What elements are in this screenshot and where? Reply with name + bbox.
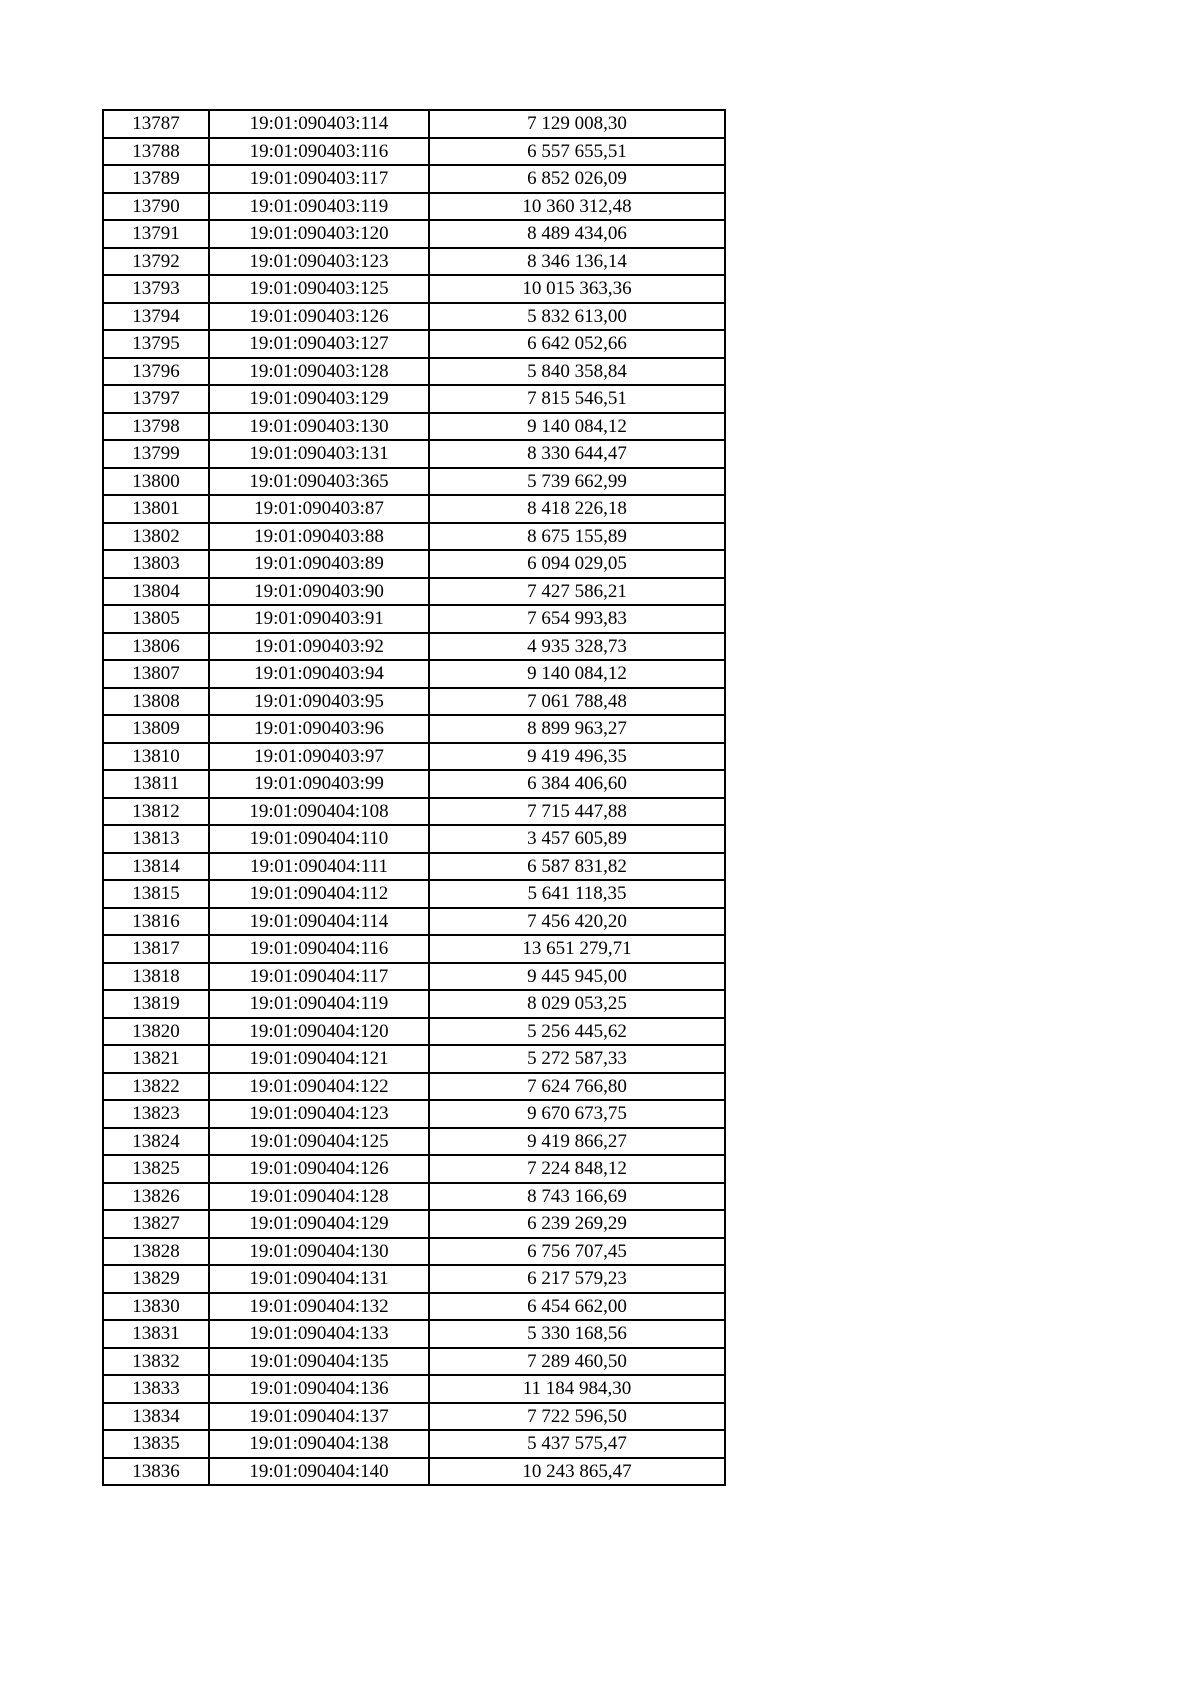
cadastral-number-cell: 19:01:090403:94 bbox=[209, 660, 429, 688]
cadastral-number-cell: 19:01:090404:121 bbox=[209, 1045, 429, 1073]
row-number-cell: 13806 bbox=[103, 633, 209, 661]
cadastral-value-cell: 5 330 168,56 bbox=[429, 1320, 725, 1348]
row-number-cell: 13812 bbox=[103, 798, 209, 826]
cadastral-value-cell: 10 360 312,48 bbox=[429, 193, 725, 221]
row-number-cell: 13820 bbox=[103, 1018, 209, 1046]
cadastral-value-cell: 7 456 420,20 bbox=[429, 908, 725, 936]
row-number-cell: 13811 bbox=[103, 770, 209, 798]
cadastral-value-cell: 7 427 586,21 bbox=[429, 578, 725, 606]
cadastral-value-cell: 10 015 363,36 bbox=[429, 275, 725, 303]
row-number-cell: 13805 bbox=[103, 605, 209, 633]
row-number-cell: 13808 bbox=[103, 688, 209, 716]
cadastral-number-cell: 19:01:090403:125 bbox=[209, 275, 429, 303]
table-row bbox=[103, 1018, 725, 1046]
cadastral-number-cell: 19:01:090404:116 bbox=[209, 935, 429, 963]
cadastral-number-cell: 19:01:090403:131 bbox=[209, 440, 429, 468]
table-row bbox=[103, 963, 725, 991]
cadastral-value-cell: 6 454 662,00 bbox=[429, 1293, 725, 1321]
cadastral-value-cell: 7 224 848,12 bbox=[429, 1155, 725, 1183]
table-row bbox=[103, 1045, 725, 1073]
table-row bbox=[103, 660, 725, 688]
row-number-cell: 13801 bbox=[103, 495, 209, 523]
cadastral-number-cell: 19:01:090404:135 bbox=[209, 1348, 429, 1376]
row-number-cell: 13836 bbox=[103, 1458, 209, 1486]
cadastral-number-cell: 19:01:090404:112 bbox=[209, 880, 429, 908]
cadastral-number-cell: 19:01:090403:117 bbox=[209, 165, 429, 193]
row-number-cell: 13787 bbox=[103, 110, 209, 138]
cadastral-value-cell: 8 346 136,14 bbox=[429, 248, 725, 276]
cadastral-value-cell: 8 489 434,06 bbox=[429, 220, 725, 248]
row-number-cell: 13803 bbox=[103, 550, 209, 578]
cadastral-number-cell: 19:01:090404:130 bbox=[209, 1238, 429, 1266]
cadastral-value-cell: 3 457 605,89 bbox=[429, 825, 725, 853]
cadastral-value-cell: 9 445 945,00 bbox=[429, 963, 725, 991]
cadastral-number-cell: 19:01:090403:123 bbox=[209, 248, 429, 276]
table-body bbox=[103, 110, 725, 1485]
table-row bbox=[103, 275, 725, 303]
table-row bbox=[103, 770, 725, 798]
row-number-cell: 13821 bbox=[103, 1045, 209, 1073]
cadastral-number-cell: 19:01:090403:365 bbox=[209, 468, 429, 496]
cadastral-number-cell: 19:01:090404:128 bbox=[209, 1183, 429, 1211]
row-number-cell: 13817 bbox=[103, 935, 209, 963]
table-row bbox=[103, 1128, 725, 1156]
cadastral-number-cell: 19:01:090404:137 bbox=[209, 1403, 429, 1431]
cadastral-number-cell: 19:01:090403:119 bbox=[209, 193, 429, 221]
table-row bbox=[103, 1073, 725, 1101]
row-number-cell: 13819 bbox=[103, 990, 209, 1018]
cadastral-number-cell: 19:01:090404:110 bbox=[209, 825, 429, 853]
cadastral-number-cell: 19:01:090403:120 bbox=[209, 220, 429, 248]
cadastral-number-cell: 19:01:090403:97 bbox=[209, 743, 429, 771]
row-number-cell: 13810 bbox=[103, 743, 209, 771]
row-number-cell: 13816 bbox=[103, 908, 209, 936]
table-row bbox=[103, 1348, 725, 1376]
cadastral-number-cell: 19:01:090403:130 bbox=[209, 413, 429, 441]
table-row bbox=[103, 220, 725, 248]
table-row bbox=[103, 1210, 725, 1238]
table-row bbox=[103, 935, 725, 963]
cadastral-number-cell: 19:01:090404:136 bbox=[209, 1375, 429, 1403]
table-row bbox=[103, 605, 725, 633]
row-number-cell: 13809 bbox=[103, 715, 209, 743]
table-row bbox=[103, 880, 725, 908]
cadastral-value-cell: 5 256 445,62 bbox=[429, 1018, 725, 1046]
row-number-cell: 13829 bbox=[103, 1265, 209, 1293]
cadastral-number-cell: 19:01:090404:111 bbox=[209, 853, 429, 881]
cadastral-number-cell: 19:01:090404:122 bbox=[209, 1073, 429, 1101]
cadastral-number-cell: 19:01:090403:126 bbox=[209, 303, 429, 331]
cadastral-value-cell: 5 840 358,84 bbox=[429, 358, 725, 386]
table-row bbox=[103, 330, 725, 358]
table-row bbox=[103, 1375, 725, 1403]
table-row bbox=[103, 550, 725, 578]
table-row bbox=[103, 468, 725, 496]
cadastral-value-cell: 7 624 766,80 bbox=[429, 1073, 725, 1101]
row-number-cell: 13792 bbox=[103, 248, 209, 276]
row-number-cell: 13828 bbox=[103, 1238, 209, 1266]
cadastral-value-cell: 8 675 155,89 bbox=[429, 523, 725, 551]
cadastral-number-cell: 19:01:090403:116 bbox=[209, 138, 429, 166]
cadastral-value-cell: 8 029 053,25 bbox=[429, 990, 725, 1018]
cadastral-value-cell: 6 587 831,82 bbox=[429, 853, 725, 881]
cadastral-value-cell: 9 670 673,75 bbox=[429, 1100, 725, 1128]
cadastral-value-cell: 6 094 029,05 bbox=[429, 550, 725, 578]
row-number-cell: 13799 bbox=[103, 440, 209, 468]
cadastral-value-cell: 7 715 447,88 bbox=[429, 798, 725, 826]
cadastral-value-cell: 8 418 226,18 bbox=[429, 495, 725, 523]
cadastral-value-cell: 5 272 587,33 bbox=[429, 1045, 725, 1073]
row-number-cell: 13815 bbox=[103, 880, 209, 908]
row-number-cell: 13835 bbox=[103, 1430, 209, 1458]
row-number-cell: 13796 bbox=[103, 358, 209, 386]
cadastral-value-cell: 10 243 865,47 bbox=[429, 1458, 725, 1486]
cadastral-number-cell: 19:01:090403:99 bbox=[209, 770, 429, 798]
cadastral-value-cell: 5 641 118,35 bbox=[429, 880, 725, 908]
row-number-cell: 13795 bbox=[103, 330, 209, 358]
table-row bbox=[103, 1238, 725, 1266]
table-row bbox=[103, 1458, 725, 1486]
cadastral-number-cell: 19:01:090404:138 bbox=[209, 1430, 429, 1458]
cadastral-value-cell: 9 140 084,12 bbox=[429, 413, 725, 441]
cadastral-value-cell: 7 129 008,30 bbox=[429, 110, 725, 138]
row-number-cell: 13802 bbox=[103, 523, 209, 551]
table-row bbox=[103, 303, 725, 331]
cadastral-number-cell: 19:01:090403:96 bbox=[209, 715, 429, 743]
row-number-cell: 13793 bbox=[103, 275, 209, 303]
table-row bbox=[103, 1403, 725, 1431]
table-row bbox=[103, 990, 725, 1018]
cadastral-number-cell: 19:01:090404:132 bbox=[209, 1293, 429, 1321]
cadastral-value-cell: 7 815 546,51 bbox=[429, 385, 725, 413]
row-number-cell: 13794 bbox=[103, 303, 209, 331]
table-row bbox=[103, 1265, 725, 1293]
cadastral-value-cell: 9 419 866,27 bbox=[429, 1128, 725, 1156]
table-row bbox=[103, 523, 725, 551]
row-number-cell: 13800 bbox=[103, 468, 209, 496]
cadastral-value-cell: 5 832 613,00 bbox=[429, 303, 725, 331]
cadastral-value-cell: 4 935 328,73 bbox=[429, 633, 725, 661]
table-row bbox=[103, 413, 725, 441]
cadastral-value-cell: 8 899 963,27 bbox=[429, 715, 725, 743]
cadastral-value-cell: 5 437 575,47 bbox=[429, 1430, 725, 1458]
row-number-cell: 13825 bbox=[103, 1155, 209, 1183]
cadastral-value-cell: 6 642 052,66 bbox=[429, 330, 725, 358]
cadastral-number-cell: 19:01:090403:129 bbox=[209, 385, 429, 413]
cadastral-value-table bbox=[102, 109, 726, 1486]
cadastral-value-cell: 9 419 496,35 bbox=[429, 743, 725, 771]
row-number-cell: 13813 bbox=[103, 825, 209, 853]
table-row bbox=[103, 1293, 725, 1321]
cadastral-value-cell: 6 852 026,09 bbox=[429, 165, 725, 193]
cadastral-number-cell: 19:01:090403:91 bbox=[209, 605, 429, 633]
cadastral-value-cell: 6 756 707,45 bbox=[429, 1238, 725, 1266]
row-number-cell: 13834 bbox=[103, 1403, 209, 1431]
cadastral-value-cell: 11 184 984,30 bbox=[429, 1375, 725, 1403]
cadastral-number-cell: 19:01:090403:128 bbox=[209, 358, 429, 386]
row-number-cell: 13822 bbox=[103, 1073, 209, 1101]
table-row bbox=[103, 908, 725, 936]
row-number-cell: 13797 bbox=[103, 385, 209, 413]
row-number-cell: 13791 bbox=[103, 220, 209, 248]
row-number-cell: 13798 bbox=[103, 413, 209, 441]
row-number-cell: 13807 bbox=[103, 660, 209, 688]
table-row bbox=[103, 1155, 725, 1183]
table-row bbox=[103, 358, 725, 386]
cadastral-number-cell: 19:01:090404:117 bbox=[209, 963, 429, 991]
row-number-cell: 13826 bbox=[103, 1183, 209, 1211]
cadastral-number-cell: 19:01:090404:123 bbox=[209, 1100, 429, 1128]
table-row bbox=[103, 633, 725, 661]
cadastral-number-cell: 19:01:090404:114 bbox=[209, 908, 429, 936]
table-row bbox=[103, 798, 725, 826]
row-number-cell: 13832 bbox=[103, 1348, 209, 1376]
table-row bbox=[103, 715, 725, 743]
cadastral-number-cell: 19:01:090404:131 bbox=[209, 1265, 429, 1293]
cadastral-value-cell: 5 739 662,99 bbox=[429, 468, 725, 496]
table-row bbox=[103, 193, 725, 221]
table-row bbox=[103, 853, 725, 881]
cadastral-value-cell: 8 330 644,47 bbox=[429, 440, 725, 468]
row-number-cell: 13818 bbox=[103, 963, 209, 991]
row-number-cell: 13824 bbox=[103, 1128, 209, 1156]
cadastral-number-cell: 19:01:090404:126 bbox=[209, 1155, 429, 1183]
cadastral-value-cell: 6 557 655,51 bbox=[429, 138, 725, 166]
cadastral-value-cell: 6 239 269,29 bbox=[429, 1210, 725, 1238]
row-number-cell: 13788 bbox=[103, 138, 209, 166]
cadastral-number-cell: 19:01:090403:95 bbox=[209, 688, 429, 716]
cadastral-number-cell: 19:01:090404:129 bbox=[209, 1210, 429, 1238]
cadastral-value-cell: 7 289 460,50 bbox=[429, 1348, 725, 1376]
cadastral-number-cell: 19:01:090404:120 bbox=[209, 1018, 429, 1046]
table-row bbox=[103, 495, 725, 523]
row-number-cell: 13833 bbox=[103, 1375, 209, 1403]
cadastral-number-cell: 19:01:090404:133 bbox=[209, 1320, 429, 1348]
row-number-cell: 13790 bbox=[103, 193, 209, 221]
row-number-cell: 13827 bbox=[103, 1210, 209, 1238]
cadastral-value-cell: 6 217 579,23 bbox=[429, 1265, 725, 1293]
cadastral-number-cell: 19:01:090403:90 bbox=[209, 578, 429, 606]
table-row bbox=[103, 110, 725, 138]
table-row bbox=[103, 138, 725, 166]
cadastral-value-cell: 7 722 596,50 bbox=[429, 1403, 725, 1431]
cadastral-number-cell: 19:01:090403:87 bbox=[209, 495, 429, 523]
row-number-cell: 13804 bbox=[103, 578, 209, 606]
table-row bbox=[103, 1430, 725, 1458]
cadastral-number-cell: 19:01:090403:127 bbox=[209, 330, 429, 358]
row-number-cell: 13789 bbox=[103, 165, 209, 193]
cadastral-number-cell: 19:01:090403:89 bbox=[209, 550, 429, 578]
table-row bbox=[103, 688, 725, 716]
table-row bbox=[103, 248, 725, 276]
cadastral-value-cell: 6 384 406,60 bbox=[429, 770, 725, 798]
cadastral-value-cell: 13 651 279,71 bbox=[429, 935, 725, 963]
cadastral-number-cell: 19:01:090403:92 bbox=[209, 633, 429, 661]
cadastral-number-cell: 19:01:090403:114 bbox=[209, 110, 429, 138]
cadastral-number-cell: 19:01:090403:88 bbox=[209, 523, 429, 551]
table-row bbox=[103, 1100, 725, 1128]
table-row bbox=[103, 385, 725, 413]
cadastral-number-cell: 19:01:090404:140 bbox=[209, 1458, 429, 1486]
cadastral-value-cell: 9 140 084,12 bbox=[429, 660, 725, 688]
cadastral-number-cell: 19:01:090404:108 bbox=[209, 798, 429, 826]
table-row bbox=[103, 1183, 725, 1211]
table-row bbox=[103, 578, 725, 606]
cadastral-value-cell: 7 061 788,48 bbox=[429, 688, 725, 716]
cadastral-number-cell: 19:01:090404:119 bbox=[209, 990, 429, 1018]
cadastral-value-cell: 7 654 993,83 bbox=[429, 605, 725, 633]
table-row bbox=[103, 743, 725, 771]
cadastral-number-cell: 19:01:090404:125 bbox=[209, 1128, 429, 1156]
row-number-cell: 13814 bbox=[103, 853, 209, 881]
row-number-cell: 13823 bbox=[103, 1100, 209, 1128]
table-row bbox=[103, 440, 725, 468]
cadastral-value-cell: 8 743 166,69 bbox=[429, 1183, 725, 1211]
row-number-cell: 13831 bbox=[103, 1320, 209, 1348]
table-row bbox=[103, 825, 725, 853]
row-number-cell: 13830 bbox=[103, 1293, 209, 1321]
table-row bbox=[103, 1320, 725, 1348]
table-row bbox=[103, 165, 725, 193]
